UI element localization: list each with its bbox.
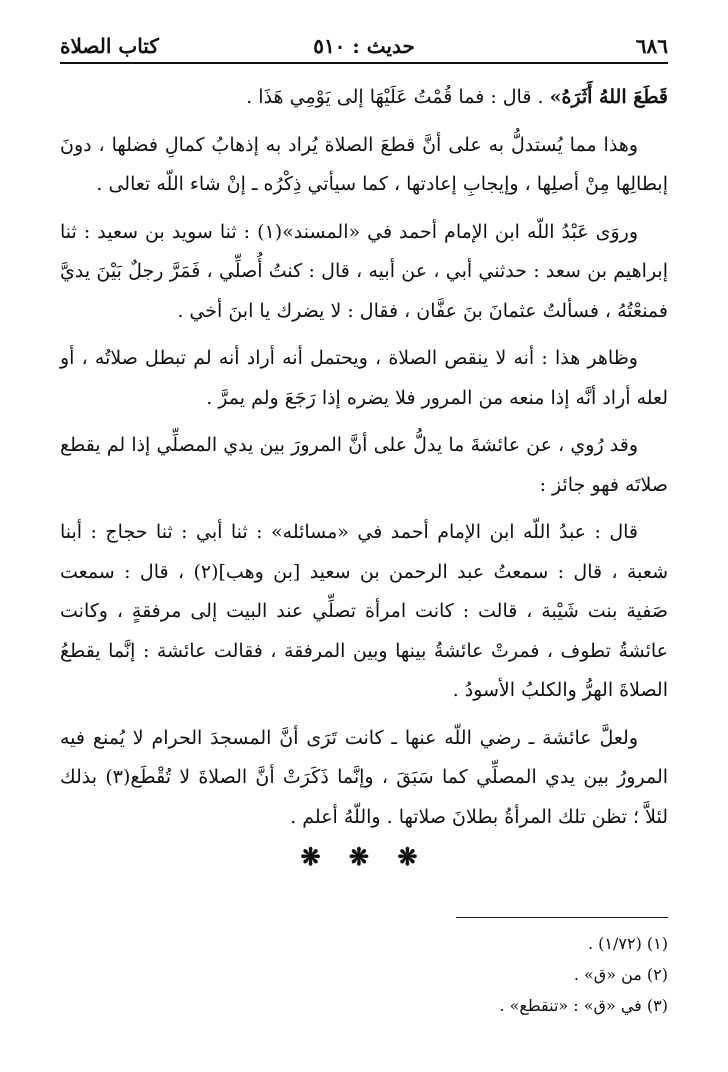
paragraph-1 (60, 78, 668, 118)
footnote-rule (456, 917, 668, 918)
footnotes (60, 928, 668, 1021)
paragraph-5: وقد رُوي ، عن عائشةَ ما يدلُّ على أنَّ المرورَ بين يدي المصلِّي إذا لم يقطع صلاتَه فهو جائز : (60, 434, 668, 496)
page-header (60, 30, 668, 64)
paragraph-6: قال : عبدُ اللّه ابن الإمام أحمد في «مسائله» : ثنا أبي : ثنا حجاج : أبنا شعبة ، قال : سمعتُ عبد الرحمن بن سعيد [بن وهب](٢) ، قال : سمعت صَفية بنت شَيْبة ، قالت : كانت امرأة تصلِّي عند البيت إلى مرفقةٍ ، وكانت عائشةُ تطوف ، فمرتْ عائشةُ بينها وبين المرفقة ، فقالت عائشة : إنَّما يقطعُ الصلاةَ الهرُّ والكلبُ الأسودُ . (60, 521, 668, 701)
paragraph-7: ولعلَّ عائشة ـ رضي اللّه عنها ـ كانت تَرَى أنَّ المسجدَ الحرام لا يُمنع فيه المرورُ بين يدي المصلِّي كما سَبَقَ ، وإنَّما ذَكَرَتْ أنَّ الصلاةَ لا تُقْطَع(٣) بذلك لئلاَّ ؛ تظن تلك المرأةُ بطلانَ صلاتها . واللّهُ أعلم . (60, 726, 669, 828)
paragraph-1-text: . قال : فما قُمْتُ عَلَيْهَا إلى يَوْمِي هَذَا . (246, 86, 550, 108)
footnote-1: (١) (١/٧٢) . (587, 934, 668, 953)
footnote-3: (٣) في «ق» : «تنقطع» . (499, 996, 668, 1015)
paragraph-4: وظاهر هذا : أنه لا ينقص الصلاة ، ويحتمل أنه أراد أنه لم تبطل صلاتُه ، أو لعله أراد أنَّه إذا منعه من المرور فلا يضره إذا رَجَعَ ولم يمرَّ . (60, 347, 668, 409)
book-title: كتاب الصلاة (60, 34, 159, 58)
section-separator: ❋ ❋ ❋ (300, 842, 428, 871)
page-body (60, 78, 668, 845)
page-number: ٦٨٦ (635, 34, 668, 58)
hadith-number: حديث : ٥١٠ (313, 34, 415, 58)
footnote-2: (٢) من «ق» . (573, 965, 668, 984)
paragraph-2: وهذا مما يُستدلُّ به على أنَّ قطعَ الصلاة يُراد به إذهابُ كمالِ فضلها ، دونَ إبطالِها مِنْ أصلِها ، وإيجابِ إعادتها ، كما سيأتي ذِكْرُه ـ إنْ شاء اللّه تعالى . (60, 133, 668, 195)
paragraph-3: وروَى عَبْدُ اللّه ابن الإمام أحمد في «المسند»(١) : ثنا سويد بن سعيد : ثنا إبراهيم بن سعد : حدثني أبي ، عن أبيه ، قال : كنتُ أُصلِّي ، فَمَرَّ رجلٌ بَيْنَ يديَّ فمنعْتُهُ ، فسألتُ عثمانَ بنَ عفَّان ، فقال : لا يضرك يا ابنَ أخي . (60, 220, 668, 322)
hadith-quote-end: قَطَعَ اللهُ أَثَرَهُ» (549, 86, 668, 108)
